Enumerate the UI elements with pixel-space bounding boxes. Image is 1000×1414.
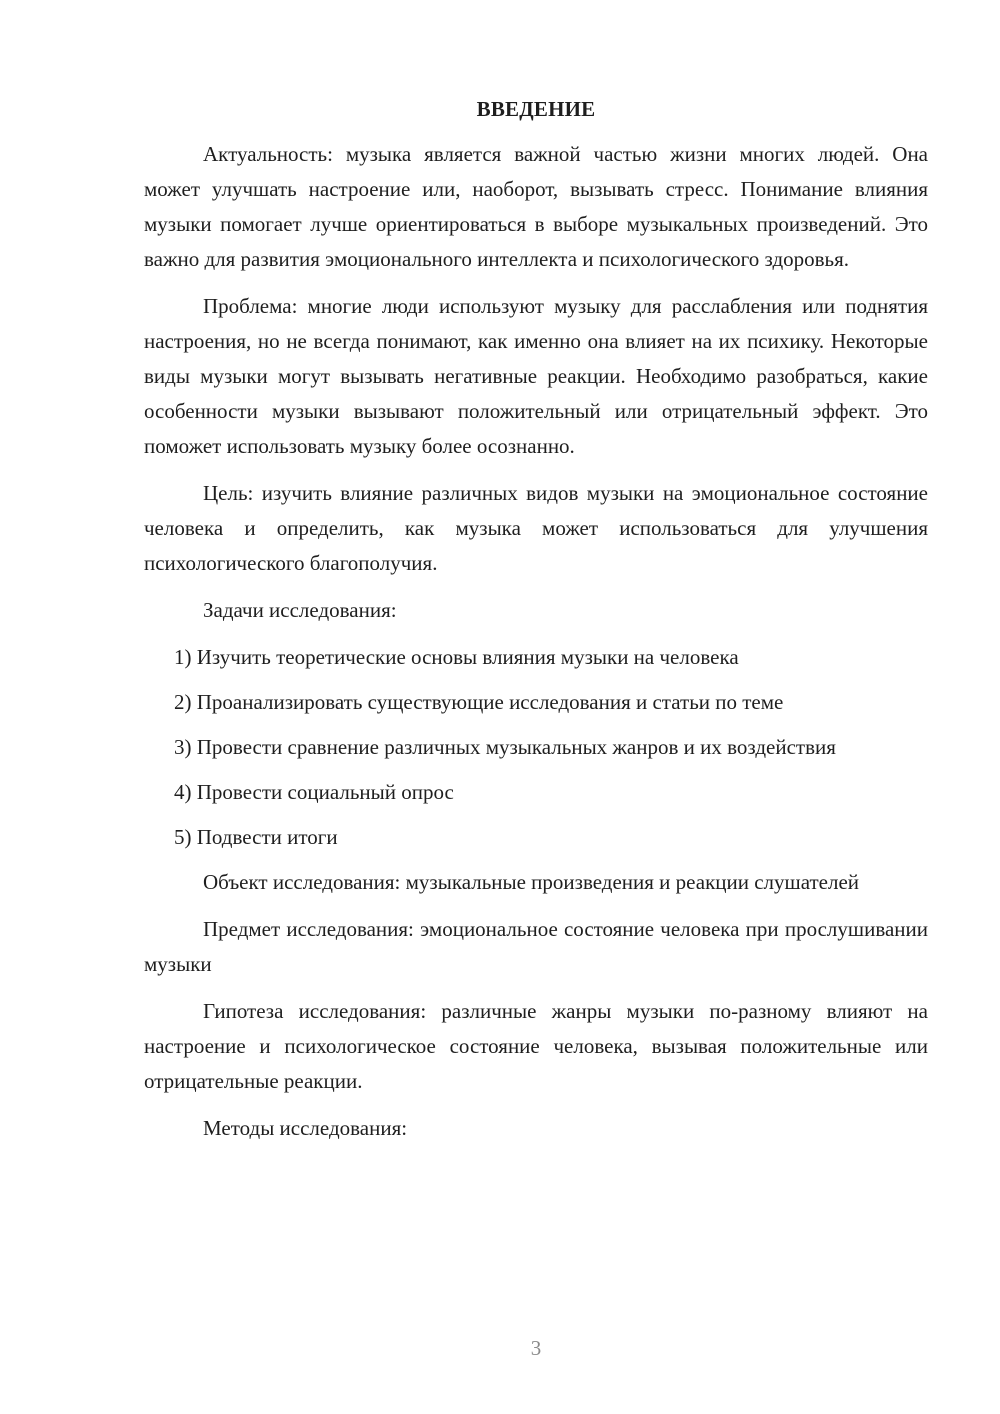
paragraph-problem: Проблема: многие люди используют музыку для расслабления или поднятия настроения, но не всегда понимают, как именно она влияет на их психику. Некоторые виды музыки могут вызывать негативные реакции. Необходимо разобраться, какие особенности музыки вызывают положительный или отрицательный эффект. Это поможет использовать музыку более осознанно. [144,294,928,458]
list-item: 5) Подвести итоги [174,825,338,849]
list-item: 2) Проанализировать существующие исследования и статьи по теме [174,690,784,714]
list-item: 3) Провести сравнение различных музыкальных жанров и их воздействия [174,735,836,759]
paragraph-hypothesis: Гипотеза исследования: различные жанры музыки по-разному влияют на настроение и психологическое состояние человека, вызывая положительные или отрицательные реакции. [144,999,928,1093]
section-heading: ВВЕДЕНИЕ [476,97,596,121]
page-number: 3 [530,1336,542,1360]
list-item: 1) Изучить теоретические основы влияния музыки на человека [174,645,739,669]
paragraph-object: Объект исследования: музыкальные произведения и реакции слушателей [203,870,860,894]
list-item: 4) Провести социальный опрос [174,780,454,804]
tasks-list [144,640,928,855]
paragraph-relevance: Актуальность: музыка является важной частью жизни многих людей. Она может улучшать настроение или, наоборот, вызывать стресс. Понимание влияния музыки помогает лучше ориентироваться в выборе музыкальных произведений. Это важно для развития эмоционального интеллекта и психологического здоровья. [144,142,928,271]
document-page [144,92,928,1158]
paragraph-tasks-intro: Задачи исследования: [203,598,397,622]
paragraph-methods: Методы исследования: [203,1116,408,1140]
paragraph-goal: Цель: изучить влияние различных видов музыки на эмоциональное состояние человека и определить, как музыка может использоваться для улучшения психологического благополучия. [144,481,928,575]
paragraph-subject: Предмет исследования: эмоциональное состояние человека при прослушивании музыки [144,917,928,976]
